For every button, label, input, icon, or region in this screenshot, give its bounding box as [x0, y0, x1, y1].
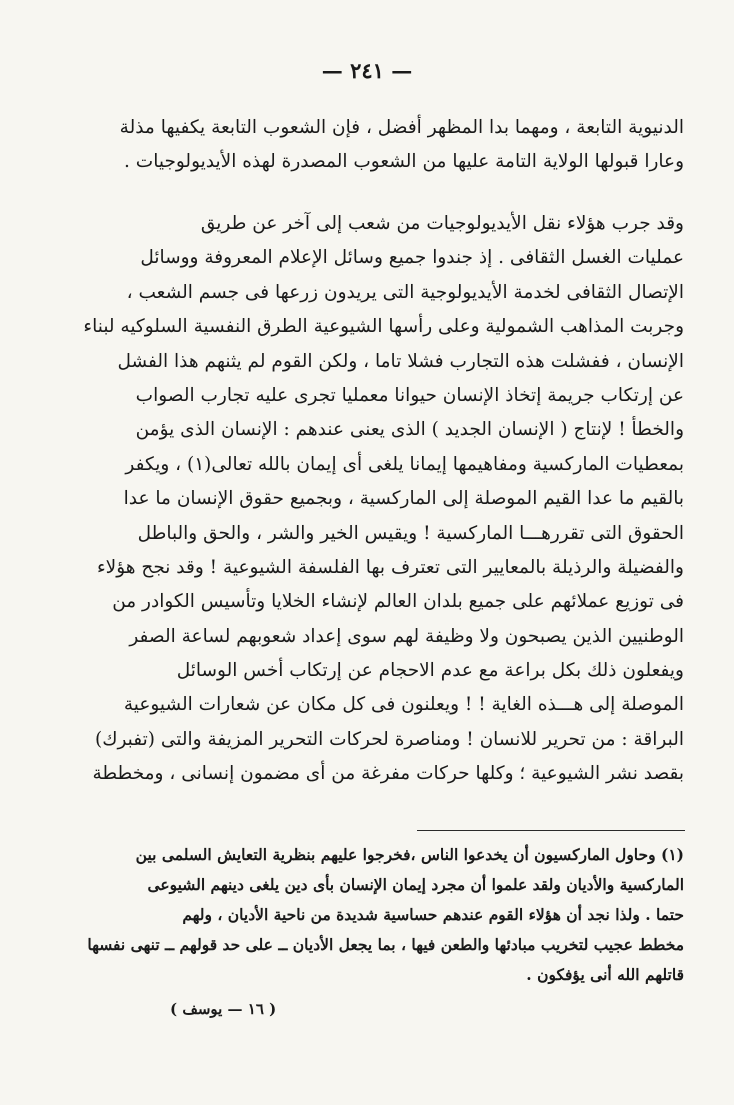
- text-line: البراقة : من تحرير للانسان ! ومناصرة لحركات التحرير المزيفة والتى (تفبرك): [94, 728, 684, 750]
- intro-paragraph: [64, 111, 684, 180]
- text-line: بقصد نشر الشيوعية ؛ وكلها حركات مفرغة من أى مضمون إنسانى ، ومخططة: [92, 763, 684, 785]
- text-line: عن إرتكاب جريمة إتخاذ الإنسان حيوانا معمليا تجرى عليه تجارب الصواب: [135, 384, 684, 406]
- footnote-line: مخطط عجيب لتخريب مبادئها والطعن فيها ، بما يجعل الأديان ــ على حد قولهم ــ تنهى نفسها: [87, 935, 684, 954]
- footnote-line: حتما . ولذا نجد أن هؤلاء القوم عندهم حساسية شديدة من ناحية الأديان ، ولهم: [182, 905, 684, 924]
- text-line: الإنسان ، ففشلت هذه التجارب فشلا تاما ، ولكن القوم لم يثنهم هذا الفشل: [117, 350, 684, 372]
- footnote-line: (١) وحاول الماركسيون أن يخدعوا الناس ،فخرجوا عليهم بنظرية التعايش السلمى بين: [135, 845, 684, 864]
- text-line: الموصلة إلى هـــذه الغاية ! ! ويعلنون فى كل مكان عن شعارات الشيوعية: [123, 694, 684, 716]
- footnote-line: قاتلهم الله أنى يؤفكون .: [526, 965, 684, 984]
- footnote: [64, 840, 684, 990]
- text-line: والفضيلة والرذيلة بالمعايير التى تعترف بها الفلسفة الشيوعية ! وقد نجح هؤلاء: [96, 556, 684, 578]
- text-line: ويفعلون ذلك بكل براعة مع عدم الاحجام عن إرتكاب أخس الوسائل: [176, 660, 684, 682]
- page-number: — ٢٤١ —: [321, 58, 413, 83]
- text-line: بالقيم ما عدا القيم الموصلة إلى الماركسية ، وبجميع حقوق الإنسان ما عدا: [123, 488, 684, 510]
- text-line: الدنيوية التابعة ، ومهما بدا المظهر أفضل ، فإن الشعوب التابعة يكفيها مذلة: [119, 117, 684, 138]
- text-line: فى توزيع عملائهم على جميع بلدان العالم لإنشاء الخلايا وتأسيس الكوادر من: [112, 591, 684, 613]
- main-paragraph: [64, 207, 684, 792]
- text-line: الوطنيين الذين يصبحون ولا وظيفة لهم سوى إعداد شعوبهم لساعة الصفر: [129, 625, 684, 647]
- footnote-divider: [417, 830, 685, 831]
- footnote-line: الماركسية والأديان ولقد علموا أن مجرد إيمان الإنسان بأى دين يلغى دينهم الشيوعى: [147, 875, 684, 894]
- text-line: بمعطيات الماركسية ومفاهيمها إيمانا يلغى أى إيمان بالله تعالى(١) ، ويكفر: [125, 453, 684, 475]
- text-line: الحقوق التى تقررهـــا الماركسية ! ويقيس الخير والشر ، والحق والباطل: [137, 522, 684, 544]
- text-line: الإتصال الثقافى لخدمة الأيديولوجية التى يريدون زرعها فى جسم الشعب ،: [126, 281, 684, 303]
- printer-signature: ( ١٦ — يوسف ): [170, 1000, 277, 1018]
- text-line: والخطأ ! لإنتاج ( الإنسان الجديد ) الذى يعنى عندهم : الإنسان الذى يؤمن: [135, 419, 684, 441]
- text-line: وقد جرب هؤلاء نقل الأيديولوجيات من شعب إلى آخر عن طريق: [200, 213, 684, 234]
- text-line: وعارا قبولها الولاية التامة عليها من الشعوب المصدرة لهذه الأيديولوجيات .: [124, 151, 684, 173]
- text-line: عمليات الغسل الثقافى . إذ جندوا جميع وسائل الإعلام المعروفة ووسائل: [140, 247, 684, 269]
- text-line: وجربت المذاهب الشمولية وعلى رأسها الشيوعية الطرق النفسية السلوكيه لبناء: [83, 316, 684, 338]
